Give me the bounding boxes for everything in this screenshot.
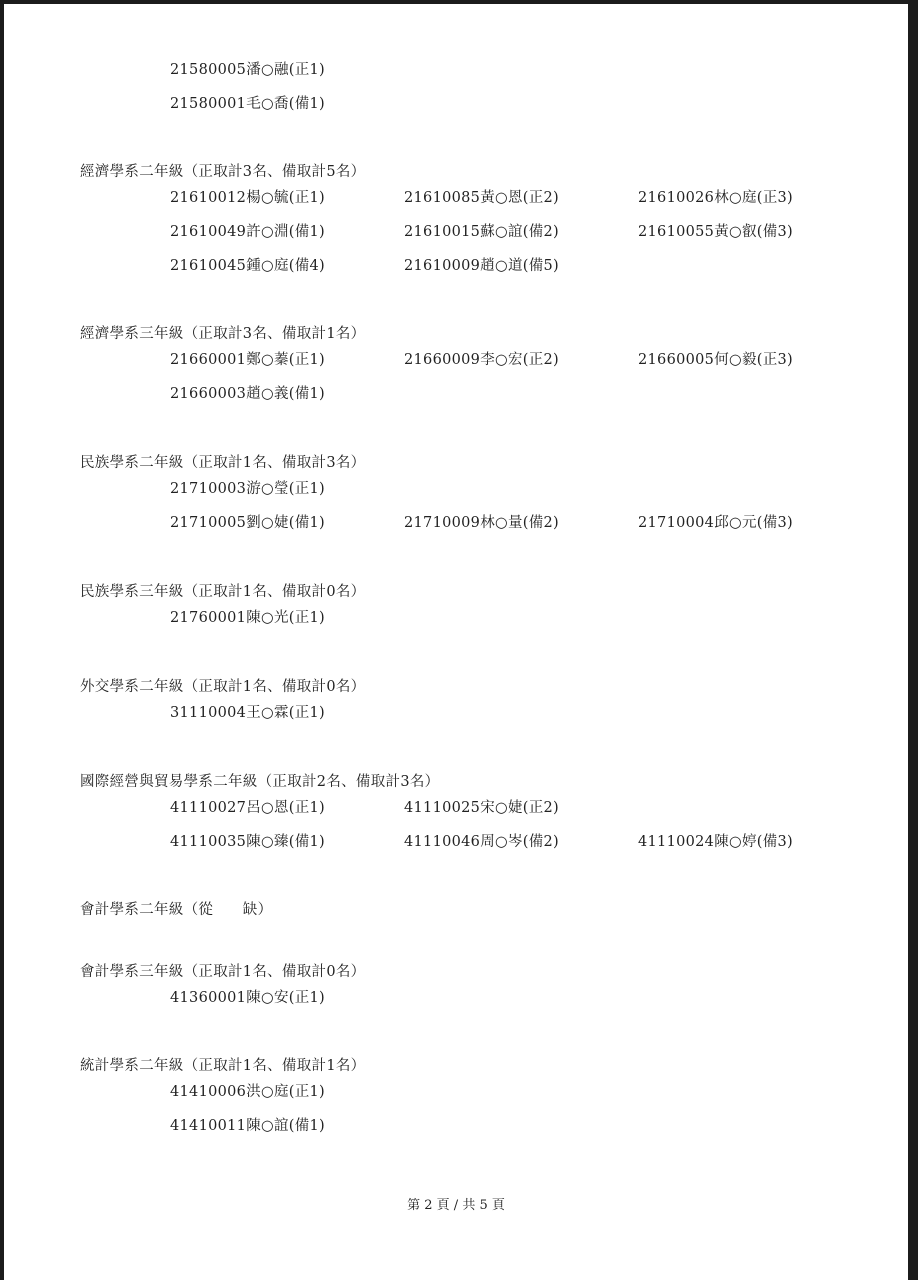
section-header-statistics-2: 統計學系二年級（正取計1名、備取計1名） <box>80 1058 366 1074</box>
entry: 21660005何○毅(正3) <box>638 352 793 368</box>
page-footer: 第 2 頁 / 共 5 頁 <box>407 1198 505 1213</box>
entry: 21710009林○量(備2) <box>404 515 559 531</box>
section-header-diplomacy-2: 外交學系二年級（正取計1名、備取計0名） <box>80 679 366 695</box>
entry: 21710004邱○元(備3) <box>638 515 793 531</box>
entry: 41110035陳○臻(備1) <box>170 834 325 850</box>
section-header-economics-3: 經濟學系三年級（正取計3名、備取計1名） <box>80 326 366 342</box>
entry: 21610055黃○叡(備3) <box>638 224 793 240</box>
entry: 21580001毛○喬(備1) <box>170 96 325 112</box>
entry: 21610015蘇○誼(備2) <box>404 224 559 240</box>
entry: 31110004王○霖(正1) <box>170 705 325 721</box>
section-header-ethnology-2: 民族學系二年級（正取計1名、備取計3名） <box>80 455 366 471</box>
entry: 21660003趙○義(備1) <box>170 386 325 402</box>
entry: 21610085黃○恩(正2) <box>404 190 559 206</box>
entry: 21660001鄭○蓁(正1) <box>170 352 325 368</box>
entry: 21660009李○宏(正2) <box>404 352 559 368</box>
section-header-accounting-2: 會計學系二年級（從 缺） <box>80 902 273 918</box>
section-header-economics-2: 經濟學系二年級（正取計3名、備取計5名） <box>80 164 366 180</box>
entry: 21610045鍾○庭(備4) <box>170 258 325 274</box>
document-page <box>4 4 908 1280</box>
entry: 21610012楊○毓(正1) <box>170 190 325 206</box>
entry: 41410011陳○誼(備1) <box>170 1118 325 1134</box>
entry: 21760001陳○光(正1) <box>170 610 325 626</box>
entry: 41360001陳○安(正1) <box>170 990 325 1006</box>
entry: 21710003游○瑩(正1) <box>170 481 325 497</box>
entry: 21610026林○庭(正3) <box>638 190 793 206</box>
entry: 41110025宋○婕(正2) <box>404 800 559 816</box>
entry: 41110027呂○恩(正1) <box>170 800 325 816</box>
entry: 41110024陳○婷(備3) <box>638 834 793 850</box>
entry: 21710005劉○婕(備1) <box>170 515 325 531</box>
entry: 41410006洪○庭(正1) <box>170 1084 325 1100</box>
entry: 21610049許○淵(備1) <box>170 224 325 240</box>
entry: 41110046周○岑(備2) <box>404 834 559 850</box>
entry: 21580005潘○融(正1) <box>170 62 325 78</box>
section-header-ethnology-3: 民族學系三年級（正取計1名、備取計0名） <box>80 584 366 600</box>
entry: 21610009趙○道(備5) <box>404 258 559 274</box>
section-header-accounting-3: 會計學系三年級（正取計1名、備取計0名） <box>80 964 366 980</box>
section-header-international-business-2: 國際經營與貿易學系二年級（正取計2名、備取計3名） <box>80 774 440 790</box>
